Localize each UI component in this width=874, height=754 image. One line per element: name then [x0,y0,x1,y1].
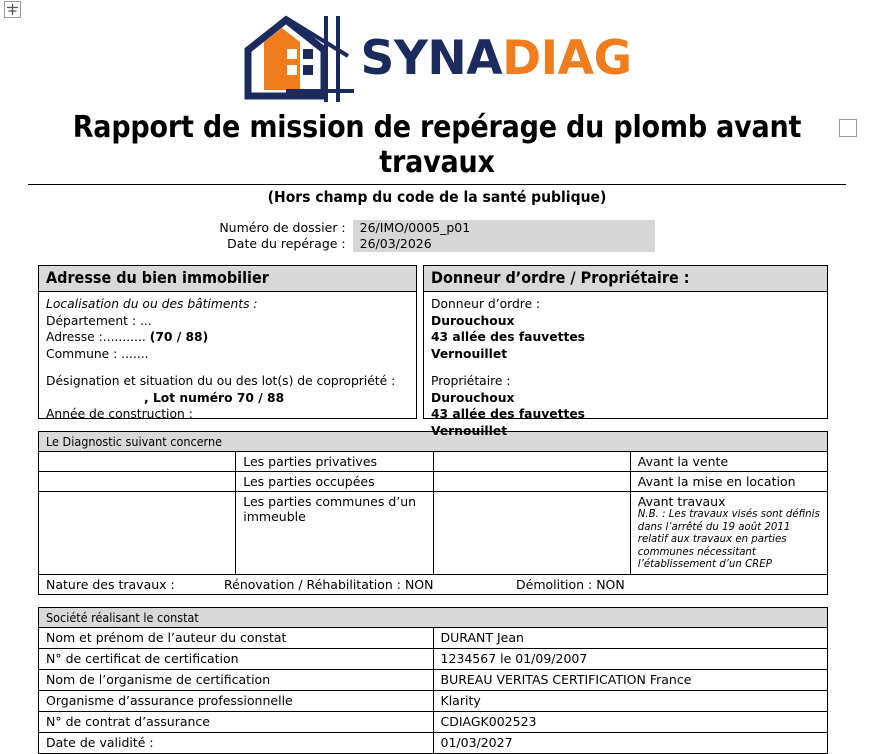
lot-value: , Lot numéro 70 / 88 [144,390,285,405]
checkbox-cell-location[interactable] [433,472,630,492]
table-row [39,648,828,669]
checkbox-cell-privatives[interactable] [39,452,236,472]
panel-spacer [46,362,410,373]
panel-adresse-body [39,292,416,422]
diagnostic-title: Le Diagnostic suivant concerne [39,432,828,452]
nature-renovation-value: Rénovation / Réhabilitation : NON [224,576,434,592]
societe-title: Société réalisant le constat [39,607,828,627]
societe-value-assurance: Klarity [433,690,828,711]
panel-spacer [431,362,821,373]
panel-adresse-bien [38,265,417,422]
table-row [39,669,828,690]
societe-label-certificat: N° de certificat de certification [39,648,434,669]
label-avant-location: Avant la mise en location [630,472,827,492]
adresse-label: Adresse :........... [46,330,146,345]
proprietaire-label: Propriétaire : [431,374,511,389]
page-title: Rapport de mission de repérage du plomb avant travaux [72,110,802,181]
dossier-date-label: Date du repérage : [227,236,346,252]
societe-value-validite: 01/03/2027 [433,732,828,753]
checkbox-cell-communes[interactable] [39,492,236,575]
dossier-number-label: Numéro de dossier : [219,220,346,236]
societe-value-contrat: CDIAGK002523 [433,711,828,732]
nature-demolition-value: Démolition : NON [516,576,625,592]
table-row [39,627,828,648]
label-avant-vente: Avant la vente [630,452,827,472]
table-row [39,452,828,472]
table-row [39,732,828,753]
section-diagnostic [38,431,860,595]
logo-wordmark [360,30,632,86]
proprietaire-street: 43 allée des fauvettes [431,407,585,422]
house-logo-icon [242,12,354,104]
societe-label-assurance: Organisme d’assurance professionnelle [39,690,434,711]
info-panels [38,265,860,438]
table-row [39,574,828,594]
proprietaire-name: Durouchoux [431,390,515,405]
panel-donneur-ordre [423,265,828,438]
societe-label-validite: Date de validité : [39,732,434,753]
nature-travaux-cell [39,574,828,594]
panel-donneur-body [424,292,827,438]
diagnostic-table [38,431,828,595]
donneur-street: 43 allée des fauvettes [431,330,585,345]
checkbox-cell-vente[interactable] [433,452,630,472]
donneur-name: Durouchoux [431,313,515,328]
panel-donneur-title: Donneur d’ordre / Propriétaire : [424,266,827,292]
designation-label: Désignation et situation du ou des lot(s) de copropriété : [46,374,396,389]
note-avant-travaux: N.B. : Les travaux visés sont définis dans l’arrêté du 19 août 2011 relatif aux travaux en parties communes nécessitant l’établissement d’un CREP [637,509,820,571]
adresse-line [46,329,410,346]
logo-text-diag: DIAG [502,30,632,86]
label-parties-occupees: Les parties occupées [236,472,433,492]
label-avant-travaux: Avant travaux [637,494,726,510]
table-row [39,492,828,575]
table-row [39,607,828,627]
societe-label-contrat: N° de contrat d’assurance [39,711,434,732]
logo-text-syna: SYNA [360,30,503,86]
donneur-label: Donneur d’ordre : [431,297,541,312]
title-block [0,110,874,206]
cell-avant-travaux [630,492,827,575]
societe-value-organisme: BUREAU VERITAS CERTIFICATION France [433,669,828,690]
section-societe [38,607,860,754]
dossier-labels [219,220,352,252]
proprietaire-city: Vernouillet [431,423,508,438]
societe-value-certificat: 1234567 le 01/09/2007 [433,648,828,669]
donneur-city: Vernouillet [431,346,508,361]
table-row [39,711,828,732]
table-row [39,472,828,492]
localisation-label: Localisation du ou des bâtiments : [46,297,258,312]
dossier-number-value: 26/IMO/0005_p01 [359,220,471,236]
departement-line: Département : ... [46,313,152,328]
annee-construction-label: Année de construction : [46,407,193,422]
label-parties-privatives: Les parties privatives [236,452,433,472]
synadiag-logo [242,12,631,104]
table-row [39,690,828,711]
page-subtitle: (Hors champ du code de la santé publique) [267,188,607,207]
societe-label-auteur: Nom et prénom de l’auteur du constat [39,627,434,648]
adresse-value: (70 / 88) [149,330,209,345]
commune-line: Commune : ....... [46,346,149,361]
dossier-info [0,220,874,252]
checkbox-cell-occupees[interactable] [39,472,236,492]
societe-label-organisme: Nom de l’organisme de certification [39,669,434,690]
checkbox-cell-travaux[interactable] [433,492,630,575]
nature-travaux-label: Nature des travaux : [46,576,175,592]
societe-table [38,607,828,754]
title-divider [28,184,846,185]
label-parties-communes: Les parties communes d’un immeuble [236,492,433,575]
panel-adresse-title: Adresse du bien immobilier [39,266,416,292]
logo-area [0,0,874,106]
societe-value-auteur: DURANT Jean [433,627,828,648]
dossier-date-value: 26/03/2026 [359,236,432,252]
dossier-values [353,220,655,252]
